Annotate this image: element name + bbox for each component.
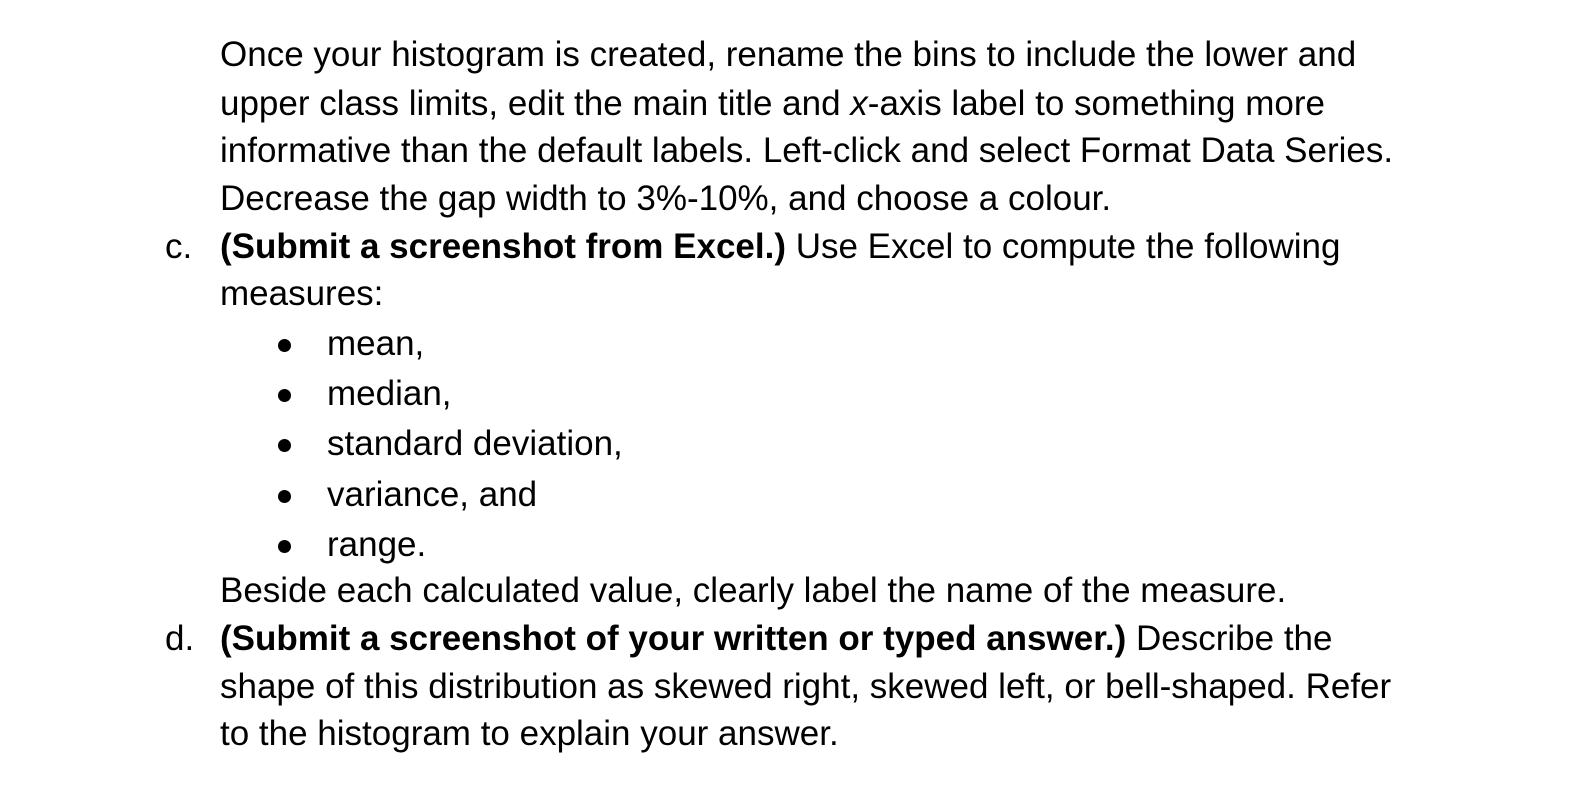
bullet-dot [278,490,291,503]
item-d-marker: d. [165,619,195,658]
bullet-dot [278,339,291,352]
item-c-line-1: (Submit a screenshot from Excel.) Use Excel to compute the following [220,227,1341,266]
item-c-marker: c. [165,227,193,266]
x-variable: x [850,84,868,123]
bullet-range: range. [327,525,427,564]
item-c-line-2: measures: [220,274,384,313]
item-c-bold-lead: (Submit a screenshot from Excel.) [220,227,786,266]
item-c-closing: Beside each calculated value, clearly label the name of the measure. [220,571,1287,610]
intro-line-3: informative than the default labels. Left-click and select Format Data Series. [220,131,1394,170]
item-d-line-3: to the histogram to explain your answer. [220,714,839,753]
bullet-dot [278,389,291,402]
bullet-mean: mean, [327,324,425,363]
item-d-line-1: (Submit a screenshot of your written or typed answer.) Describe the [220,619,1333,658]
intro-line-4: Decrease the gap width to 3%-10%, and choose a colour. [220,179,1112,218]
bullet-dot [278,540,291,553]
intro-line-1: Once your histogram is created, rename the bins to include the lower and [220,35,1357,74]
bullet-standard-deviation: standard deviation, [327,424,623,463]
bullet-median: median, [327,374,452,413]
bullet-variance: variance, and [327,475,538,514]
item-d-line-2: shape of this distribution as skewed right, skewed left, or bell-shaped. Refer [220,667,1392,706]
intro-line-2: upper class limits, edit the main title and x-axis label to something more [220,84,1325,123]
bullet-dot [278,439,291,452]
item-d-bold-lead: (Submit a screenshot of your written or typed answer.) [220,619,1127,658]
